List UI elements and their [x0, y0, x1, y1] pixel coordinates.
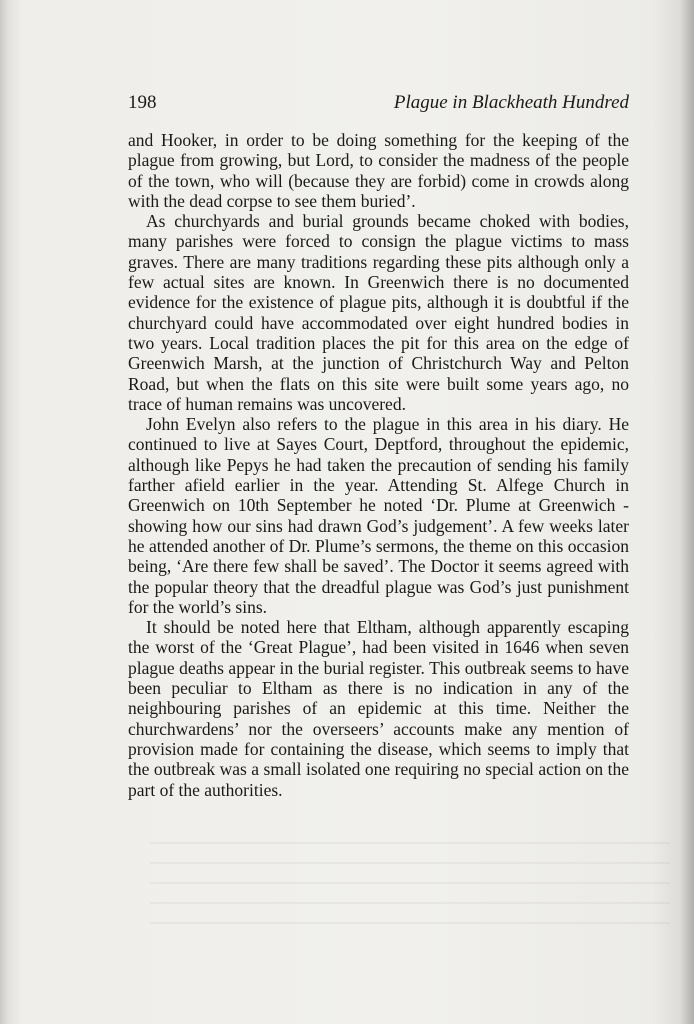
paragraph: and Hooker, in order to be doing something for the keeping of the plague from growing, but Lord, to consider the madness of the people of the town, who will (because they are forbid) come in crowds along with the dead corpse to see them buried’. [128, 130, 629, 211]
running-title: Plague in Blackheath Hundred [393, 92, 629, 113]
paragraph: John Evelyn also refers to the plague in this area in his diary. He continued to live at Sayes Court, Deptford, throughout the epidemic, although like Pepys he had taken the precaution of sending his family farther afield earlier in the year. Attending St. Alfege Church in Greenwich on 10th September he noted ‘Dr. Plume at Greenwich - showing how our sins had drawn God’s judgement’. A few weeks later he attended another of Dr. Plume’s sermons, the theme on this occasion being, ‘Are there few shall be saved’. The Doctor it seems agreed with the popular theory that the dreadful plague was God’s just punishment for the world’s sins. [128, 414, 629, 617]
show-through-line [150, 902, 670, 904]
show-through-line [150, 882, 670, 884]
paragraph: As churchyards and burial grounds became choked with bodies, many parishes were forced to consign the plague victims to mass graves. There are many traditions regarding these pits although only a few actual sites are known. In Greenwich there is no documented evidence for the existence of plague pits, although it is doubtful if the churchyard could have accommodated over eight hundred bodies in two years. Local tradition places the pit for this area on the edge of Greenwich Marsh, at the junction of Christchurch Way and Pelton Road, but when the flats on this site were built some years ago, no trace of human remains was uncovered. [128, 211, 629, 414]
show-through-line [150, 842, 670, 844]
page-edge-shadow [680, 0, 694, 1024]
show-through-line [150, 862, 670, 864]
page-header [128, 92, 629, 120]
paragraph: It should be noted here that Eltham, although apparently escaping the worst of the ‘Great Plague’, had been visited in 1646 when seven plague deaths appear in the burial register. This outbreak seems to have been peculiar to Eltham as there is no indication in any of the neighbouring parishes of an epidemic at this time. Neither the churchwardens’ nor the overseers’ accounts make any mention of provision made for containing the disease, which seems to imply that the outbreak was a small isolated one requiring no special action on the part of the authorities. [128, 617, 629, 800]
page-number: 198 [128, 92, 157, 113]
body-text [128, 130, 629, 800]
show-through-line [150, 922, 670, 924]
